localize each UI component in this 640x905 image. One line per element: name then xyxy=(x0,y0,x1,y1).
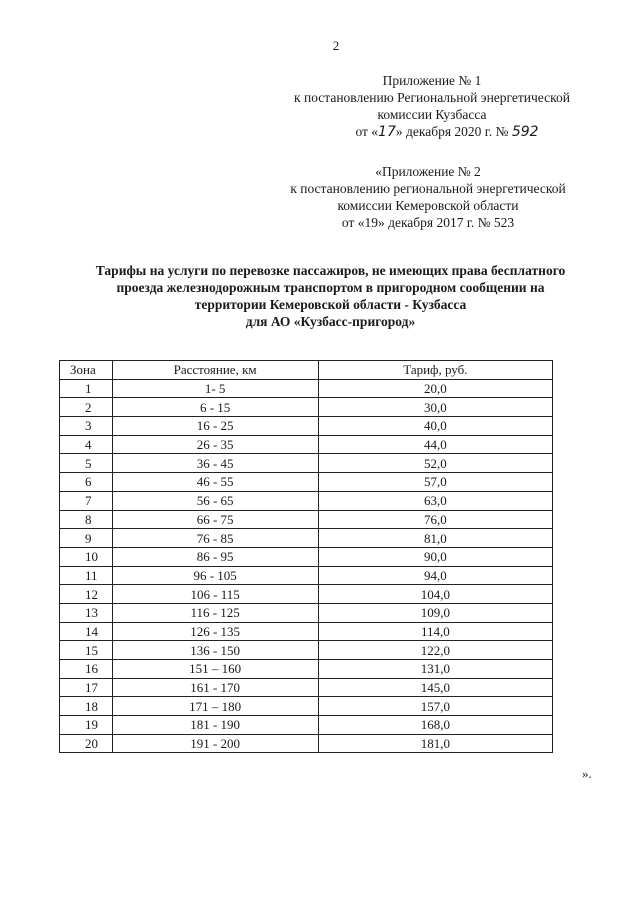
cell-tariff: 157,0 xyxy=(318,697,552,716)
cell-tariff: 57,0 xyxy=(318,473,552,492)
table-row xyxy=(60,379,553,398)
cell-distance: 181 - 190 xyxy=(112,716,318,735)
appendix-2-line3: комиссии Кемеровской области xyxy=(337,198,519,213)
cell-zone: 6 xyxy=(60,473,113,492)
cell-tariff: 114,0 xyxy=(318,622,552,641)
table-row xyxy=(60,510,553,529)
table-row xyxy=(60,398,553,417)
cell-zone: 1 xyxy=(60,379,113,398)
cell-tariff: 145,0 xyxy=(318,678,552,697)
cell-zone: 7 xyxy=(60,491,113,510)
document-title xyxy=(58,262,603,330)
cell-distance: 151 – 160 xyxy=(112,660,318,679)
cell-tariff: 168,0 xyxy=(318,716,552,735)
cell-distance: 96 - 105 xyxy=(112,566,318,585)
cell-zone: 4 xyxy=(60,435,113,454)
cell-tariff: 76,0 xyxy=(318,510,552,529)
appendix-1-date-middle: » декабря 2020 г. № xyxy=(395,124,509,139)
cell-tariff: 20,0 xyxy=(318,379,552,398)
appendix-1-date-day: 17 xyxy=(378,124,396,140)
cell-zone: 3 xyxy=(60,417,113,436)
tariff-table xyxy=(59,360,553,753)
cell-zone: 11 xyxy=(60,566,113,585)
appendix-1-date-number: 592 xyxy=(511,124,539,140)
cell-zone: 5 xyxy=(60,454,113,473)
cell-zone: 18 xyxy=(60,697,113,716)
cell-zone: 17 xyxy=(60,678,113,697)
appendix-2-line1: «Приложение № 2 xyxy=(375,164,481,179)
appendix-1-date-line xyxy=(292,123,602,141)
cell-tariff: 104,0 xyxy=(318,585,552,604)
cell-distance: 1- 5 xyxy=(112,379,318,398)
table-row xyxy=(60,473,553,492)
cell-zone: 2 xyxy=(60,398,113,417)
cell-zone: 8 xyxy=(60,510,113,529)
cell-zone: 13 xyxy=(60,603,113,622)
appendix-1-line2: к постановлению Региональной энергетической xyxy=(294,90,570,105)
appendix-1-header xyxy=(262,72,602,141)
cell-distance: 26 - 35 xyxy=(112,435,318,454)
table-row xyxy=(60,585,553,604)
cell-distance: 76 - 85 xyxy=(112,529,318,548)
appendix-1-date-prefix: от « xyxy=(355,124,379,139)
cell-tariff: 30,0 xyxy=(318,398,552,417)
cell-distance: 136 - 150 xyxy=(112,641,318,660)
cell-tariff: 122,0 xyxy=(318,641,552,660)
cell-distance: 116 - 125 xyxy=(112,603,318,622)
table-row xyxy=(60,454,553,473)
table-row xyxy=(60,566,553,585)
table-row xyxy=(60,435,553,454)
table-row xyxy=(60,734,553,753)
cell-distance: 161 - 170 xyxy=(112,678,318,697)
cell-distance: 6 - 15 xyxy=(112,398,318,417)
header-distance: Расстояние, км xyxy=(112,361,318,380)
cell-tariff: 63,0 xyxy=(318,491,552,510)
cell-tariff: 181,0 xyxy=(318,734,552,753)
cell-distance: 56 - 65 xyxy=(112,491,318,510)
header-tariff: Тариф, руб. xyxy=(318,361,552,380)
table-row xyxy=(60,603,553,622)
cell-distance: 36 - 45 xyxy=(112,454,318,473)
appendix-2-line2: к постановлению региональной энергетической xyxy=(290,181,566,196)
cell-distance: 126 - 135 xyxy=(112,622,318,641)
cell-tariff: 81,0 xyxy=(318,529,552,548)
appendix-2-line4: от «19» декабря 2017 г. № 523 xyxy=(341,215,515,230)
appendix-2-header xyxy=(258,163,598,231)
cell-distance: 66 - 75 xyxy=(112,510,318,529)
table-row xyxy=(60,660,553,679)
cell-tariff: 90,0 xyxy=(318,547,552,566)
cell-distance: 106 - 115 xyxy=(112,585,318,604)
cell-tariff: 109,0 xyxy=(318,603,552,622)
cell-distance: 171 – 180 xyxy=(112,697,318,716)
table-row xyxy=(60,622,553,641)
cell-tariff: 94,0 xyxy=(318,566,552,585)
cell-zone: 12 xyxy=(60,585,113,604)
cell-zone: 15 xyxy=(60,641,113,660)
title-line1: Тарифы на услуги по перевозке пассажиров, не имеющих права бесплатного xyxy=(95,263,566,278)
appendix-1-line3: комиссии Кузбасса xyxy=(377,107,487,122)
closing-quote-mark: ». xyxy=(582,766,592,781)
title-line3: территории Кемеровской области - Кузбасса xyxy=(194,297,467,312)
table-row xyxy=(60,678,553,697)
cell-zone: 14 xyxy=(60,622,113,641)
header-zone: Зона xyxy=(60,361,113,380)
cell-distance: 16 - 25 xyxy=(112,417,318,436)
appendix-1-line1: Приложение № 1 xyxy=(382,73,482,88)
table-header-row xyxy=(60,361,553,380)
table-row xyxy=(60,491,553,510)
table-row xyxy=(60,641,553,660)
cell-distance: 46 - 55 xyxy=(112,473,318,492)
cell-zone: 20 xyxy=(60,734,113,753)
cell-zone: 9 xyxy=(60,529,113,548)
cell-tariff: 40,0 xyxy=(318,417,552,436)
page-number: 2 xyxy=(332,38,340,53)
cell-zone: 10 xyxy=(60,547,113,566)
cell-tariff: 44,0 xyxy=(318,435,552,454)
table-row xyxy=(60,529,553,548)
title-line4: для АО «Кузбасс-пригород» xyxy=(245,314,416,329)
tariff-table-body xyxy=(60,379,553,753)
cell-distance: 191 - 200 xyxy=(112,734,318,753)
table-row xyxy=(60,547,553,566)
table-row xyxy=(60,697,553,716)
table-row xyxy=(60,716,553,735)
cell-tariff: 131,0 xyxy=(318,660,552,679)
cell-zone: 16 xyxy=(60,660,113,679)
cell-tariff: 52,0 xyxy=(318,454,552,473)
cell-zone: 19 xyxy=(60,716,113,735)
cell-distance: 86 - 95 xyxy=(112,547,318,566)
table-row xyxy=(60,417,553,436)
title-line2: проезда железнодорожным транспортом в пригородном сообщении на xyxy=(116,280,545,295)
